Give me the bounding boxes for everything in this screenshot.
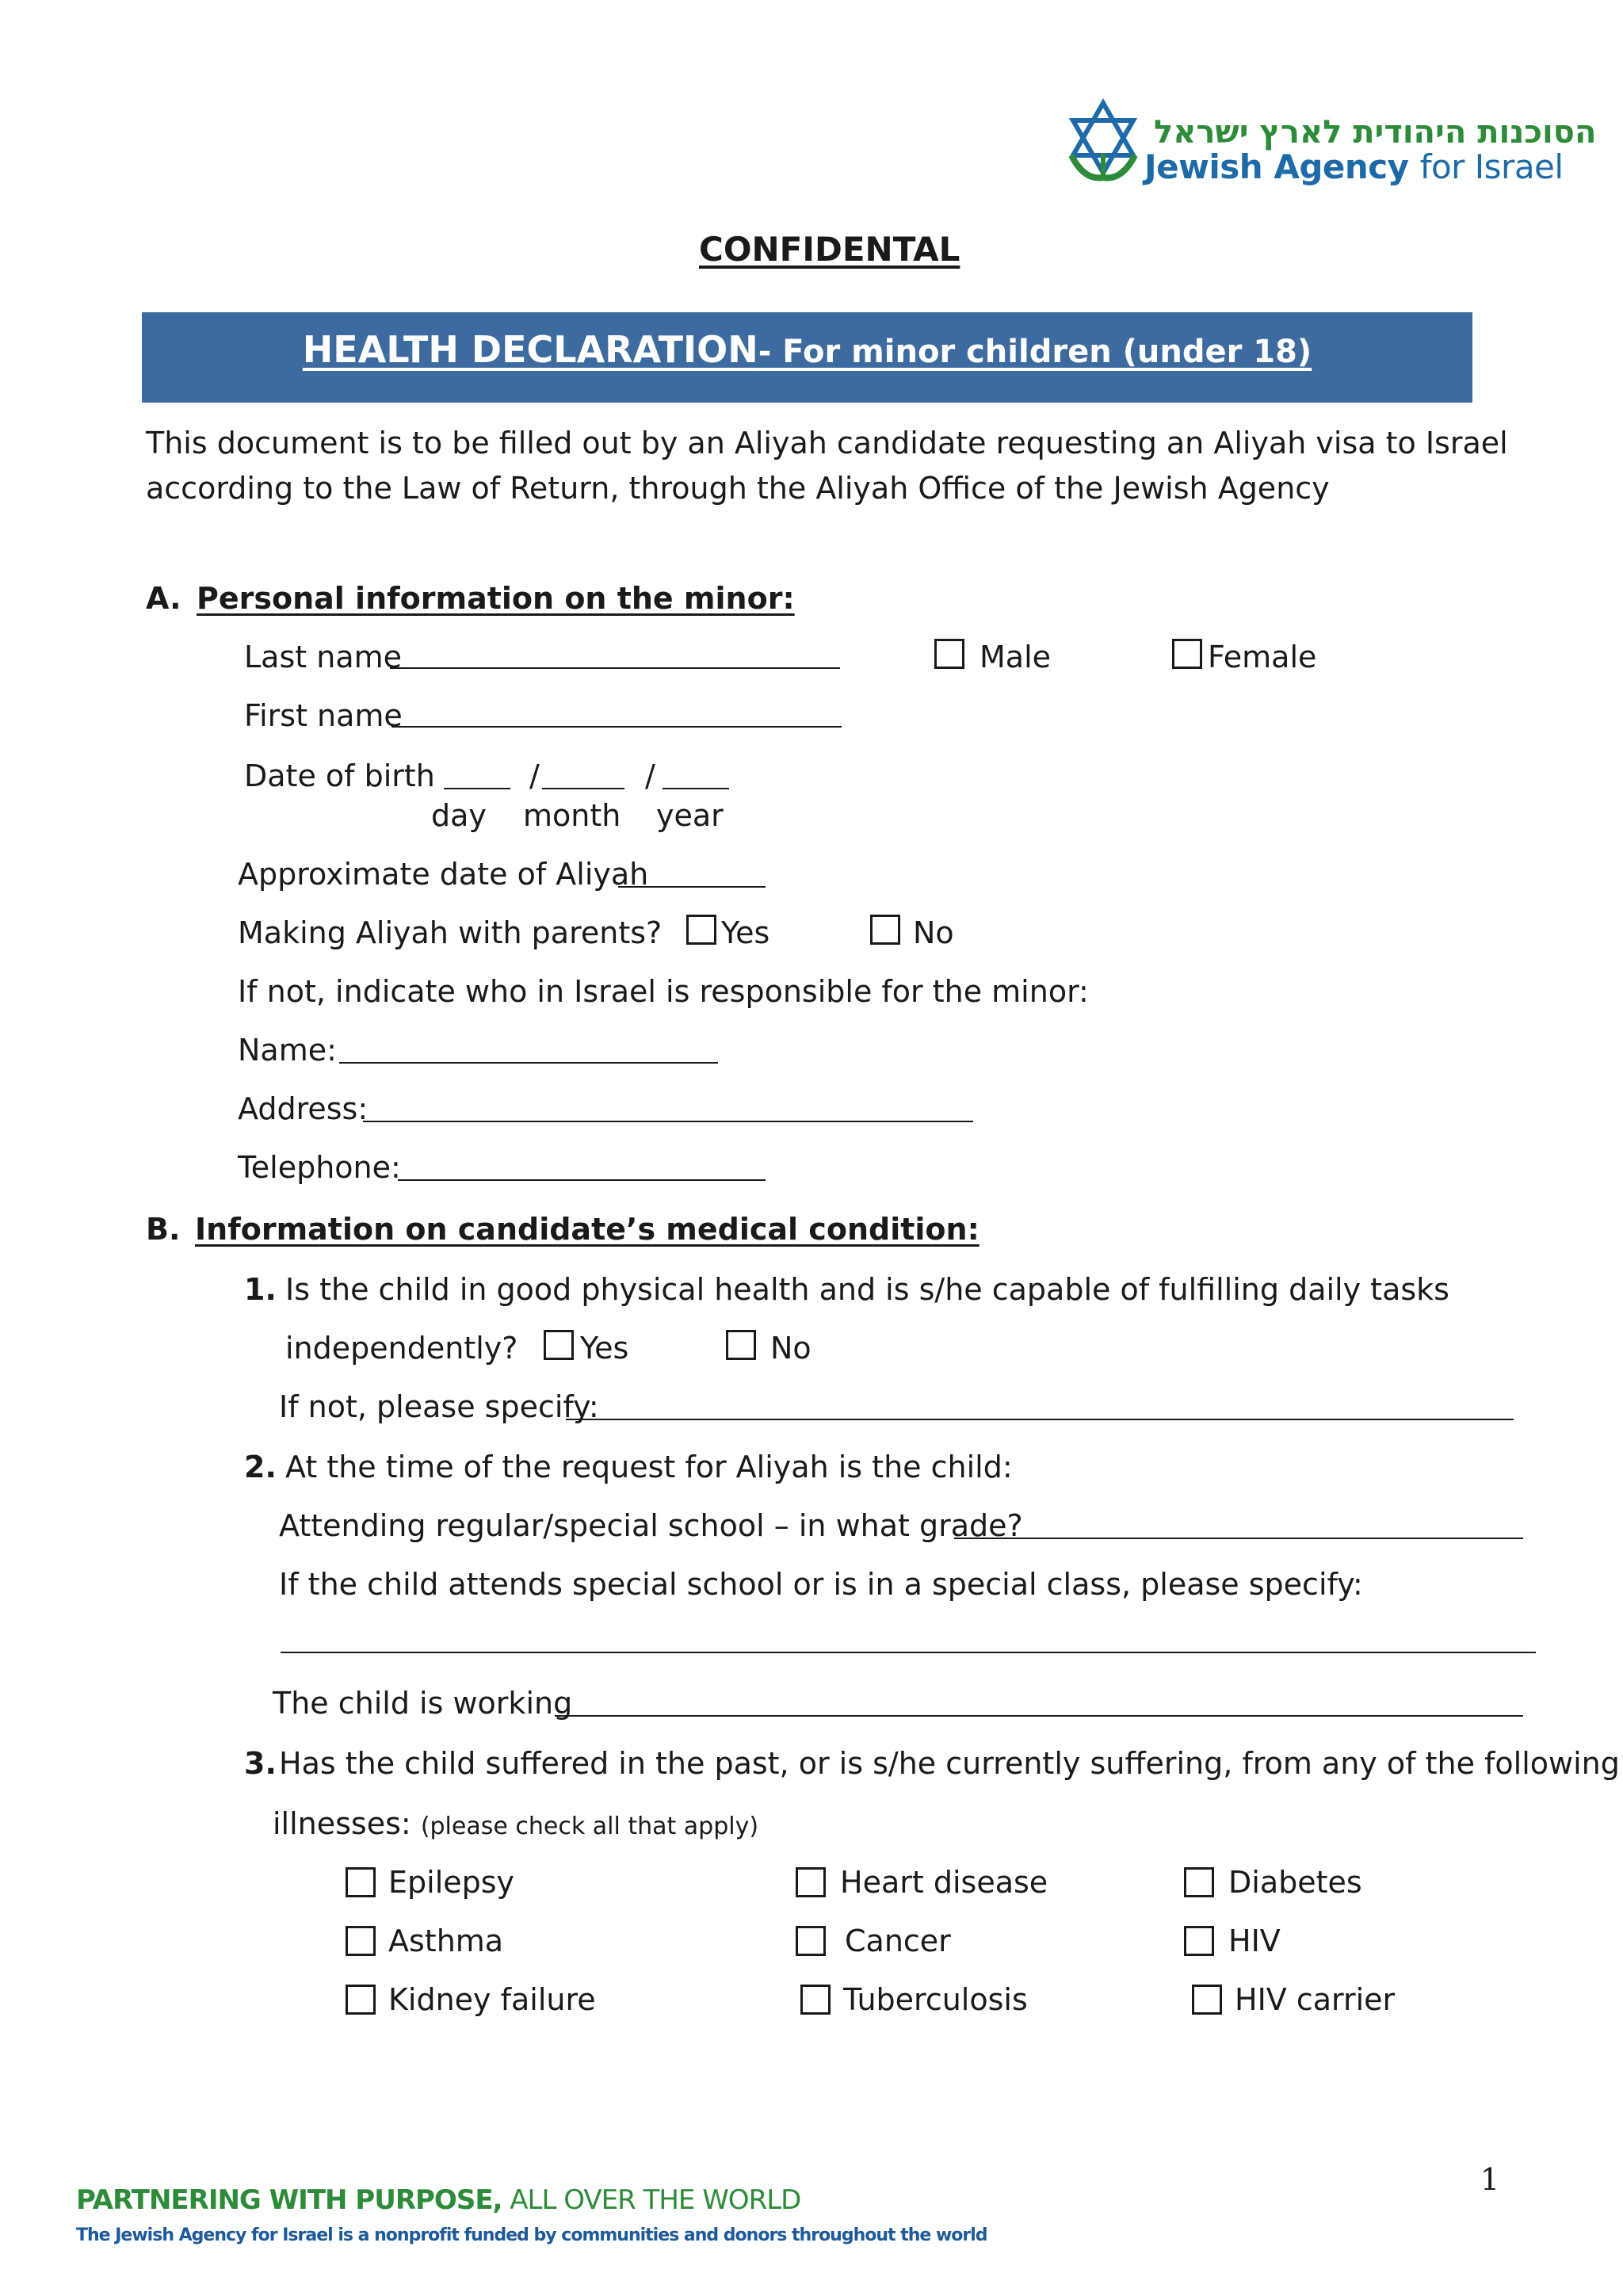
dob-month-label: month — [523, 798, 621, 833]
with-parents-yes-label: Yes — [721, 915, 770, 950]
q2-text: At the time of the request for Aliyah is the child: — [285, 1450, 1013, 1484]
q1-no-label: No — [770, 1331, 812, 1366]
q1-no-checkbox[interactable] — [726, 1330, 756, 1360]
q1-text-line-1: Is the child in good physical health and is s/he capable of fulfilling daily tasks — [285, 1272, 1449, 1307]
female-label: Female — [1208, 640, 1317, 674]
approx-date-label: Approximate date of Aliyah — [238, 857, 649, 892]
male-label: Male — [980, 640, 1052, 674]
hiv-checkbox[interactable] — [1184, 1926, 1214, 1956]
female-checkbox[interactable] — [1172, 639, 1202, 669]
section-b-title: Information on candidate’s medical condition: — [195, 1212, 980, 1247]
intro-line-2: according to the Law of Return, through the Aliyah Office of the Jewish Agency — [146, 471, 1330, 506]
confidential-heading: CONFIDENTAL — [699, 230, 960, 269]
diabetes-checkbox[interactable] — [1184, 1867, 1214, 1897]
dob-day-label: day — [431, 798, 487, 833]
q3-number: 3. — [244, 1746, 277, 1781]
last-name-label: Last name — [244, 640, 402, 674]
q2-working-label: The child is working — [273, 1686, 573, 1721]
section-b-letter: B. — [146, 1212, 181, 1247]
tuberculosis-label: Tuberculosis — [843, 1982, 1028, 2017]
dob-year-label: year — [656, 798, 724, 833]
first-name-field[interactable] — [391, 726, 842, 728]
q2-school-label: Attending regular/special school – in what grade? — [279, 1508, 1023, 1543]
q3-note: (please check all that apply) — [420, 1813, 759, 1840]
dob-slash-2: / — [645, 758, 655, 793]
with-parents-yes-checkbox[interactable] — [686, 915, 716, 945]
tuberculosis-checkbox[interactable] — [800, 1985, 831, 2015]
q1-number: 1. — [244, 1272, 277, 1307]
footer-tagline — [76, 2184, 800, 2216]
cancer-checkbox[interactable] — [796, 1926, 826, 1956]
q2-special-label: If the child attends special school or is in a special class, please specify: — [279, 1567, 1363, 1602]
asthma-checkbox[interactable] — [346, 1926, 376, 1956]
if-not-responsible-label: If not, indicate who in Israel is responsible for the minor: — [238, 974, 1089, 1009]
kidney-failure-checkbox[interactable] — [346, 1985, 376, 2015]
q3-text-line-2 — [273, 1805, 758, 1845]
banner-title: HEALTH DECLARATION — [302, 328, 758, 371]
dob-slash-1: / — [529, 758, 540, 793]
asthma-label: Asthma — [388, 1924, 504, 1958]
section-a-letter: A. — [146, 581, 181, 616]
footer-subline: The Jewish Agency for Israel is a nonprofit funded by communities and donors throughout the world — [76, 2225, 987, 2245]
dob-label: Date of birth — [244, 758, 435, 793]
male-checkbox[interactable] — [934, 639, 964, 669]
q3-text-line-1: Has the child suffered in the past, or is s/he currently suffering, from any of the following — [279, 1746, 1620, 1781]
kidney-failure-label: Kidney failure — [388, 1982, 596, 2017]
banner-text — [142, 328, 1472, 371]
logo-hebrew: הסוכנות היהודית לארץ ישראל — [1154, 114, 1597, 151]
logo-english — [1144, 147, 1564, 186]
epilepsy-label: Epilepsy — [388, 1865, 515, 1900]
logo-english-bold: Jewish Agency — [1144, 147, 1409, 186]
q1-yes-label: Yes — [580, 1331, 629, 1366]
heart-disease-checkbox[interactable] — [796, 1867, 826, 1897]
diabetes-label: Diabetes — [1228, 1865, 1362, 1900]
guardian-telephone-field[interactable] — [398, 1179, 766, 1181]
cancer-label: Cancer — [845, 1924, 951, 1958]
q2-school-grade-field[interactable] — [954, 1538, 1523, 1539]
q2-number: 2. — [244, 1450, 277, 1484]
title-banner — [142, 312, 1472, 403]
q1-text-line-2: independently? — [285, 1331, 518, 1366]
q3-illnesses-label: illnesses: — [273, 1806, 411, 1841]
first-name-label: First name — [244, 698, 403, 733]
hiv-carrier-checkbox[interactable] — [1192, 1985, 1222, 2015]
q1-yes-checkbox[interactable] — [544, 1330, 574, 1360]
dob-month-field[interactable] — [542, 788, 624, 789]
dob-year-field[interactable] — [663, 788, 729, 789]
section-a-title: Personal information on the minor: — [197, 581, 795, 616]
last-name-field[interactable] — [390, 667, 840, 669]
guardian-name-field[interactable] — [339, 1062, 718, 1064]
approx-date-field[interactable] — [618, 886, 766, 888]
logo-english-regular: for Israel — [1419, 147, 1564, 186]
star-of-david-hands-icon — [1060, 98, 1146, 184]
guardian-address-field[interactable] — [363, 1121, 973, 1122]
heart-disease-label: Heart disease — [840, 1865, 1048, 1900]
with-parents-no-label: No — [913, 915, 954, 950]
hiv-label: HIV — [1228, 1924, 1281, 1958]
q1-specify-field[interactable] — [566, 1419, 1514, 1420]
footer-tagline-rest: ALL OVER THE WORLD — [502, 2184, 801, 2216]
epilepsy-checkbox[interactable] — [346, 1867, 376, 1897]
footer-tagline-bold: PARTNERING WITH PURPOSE, — [76, 2184, 502, 2216]
guardian-address-label: Address: — [238, 1091, 369, 1126]
with-parents-no-checkbox[interactable] — [870, 915, 900, 945]
q2-special-field[interactable] — [281, 1652, 1536, 1653]
with-parents-label: Making Aliyah with parents? — [238, 915, 663, 950]
dob-day-field[interactable] — [444, 788, 510, 789]
q1-specify-label: If not, please specify: — [279, 1389, 599, 1424]
intro-line-1: This document is to be filled out by an Aliyah candidate requesting an Aliyah visa to Israel — [146, 426, 1508, 460]
q2-working-field[interactable] — [555, 1715, 1523, 1717]
hiv-carrier-label: HIV carrier — [1235, 1982, 1396, 2017]
page-number: 1 — [1480, 2162, 1500, 2197]
guardian-name-label: Name: — [238, 1033, 337, 1068]
guardian-telephone-label: Telephone: — [238, 1150, 401, 1185]
banner-subtitle: - For minor children (under 18) — [758, 334, 1312, 370]
